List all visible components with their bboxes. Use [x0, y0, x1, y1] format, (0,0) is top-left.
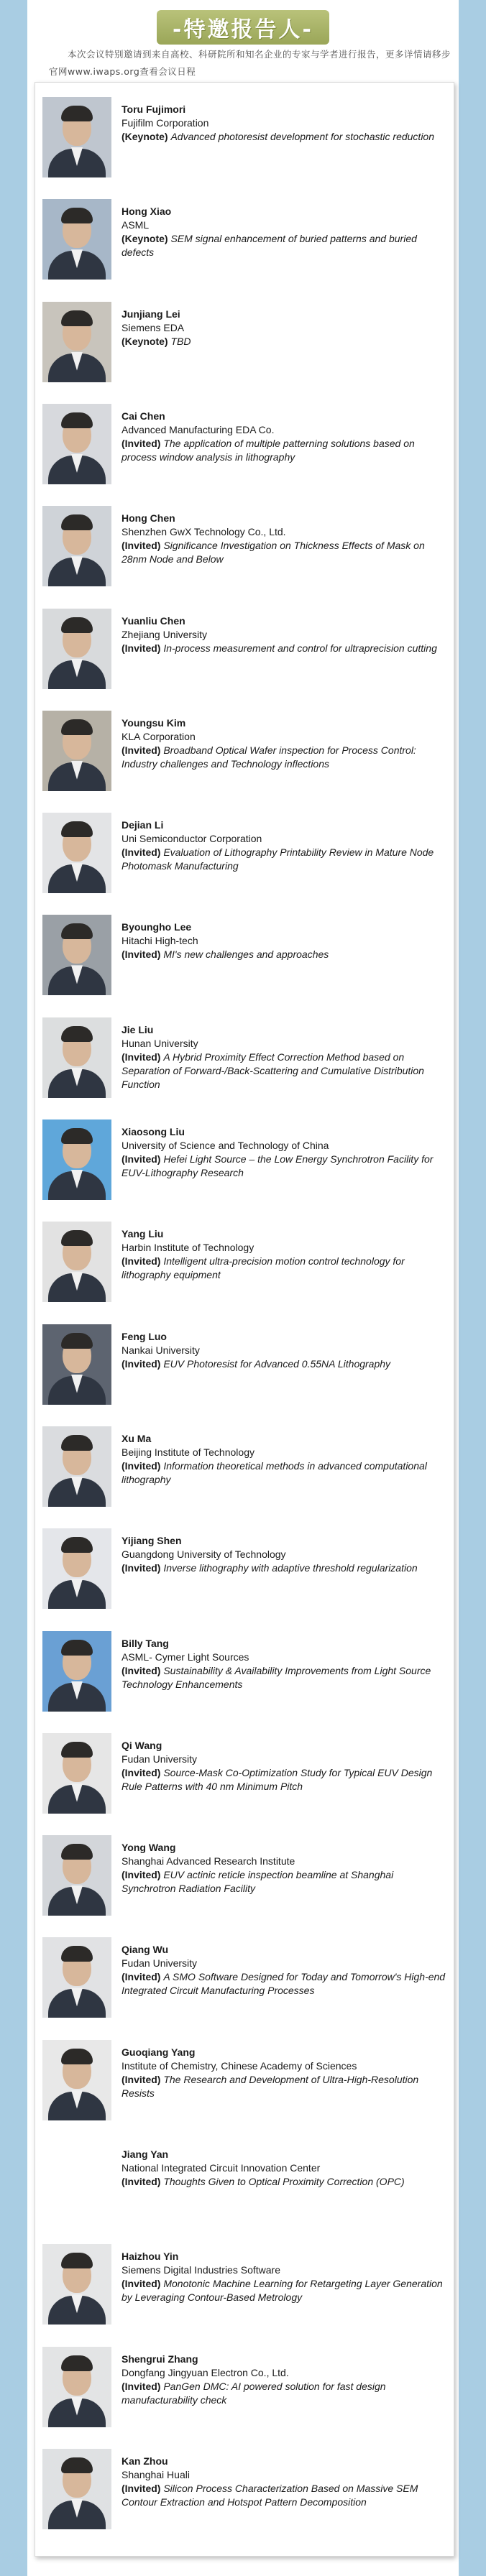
speaker-entry: [35, 2443, 454, 2529]
talk-type: (Invited): [122, 1971, 161, 1983]
talk-type: (Invited): [122, 2380, 161, 2392]
talk-title: The Research and Development of Ultra-High-Resolution Resists: [122, 2073, 419, 2099]
photo-hair: [61, 1537, 93, 1553]
speaker-entry: [35, 1829, 454, 1916]
speaker-affiliation: Hitachi High-tech: [122, 935, 198, 947]
speaker-photo: [42, 1835, 111, 1916]
talk-title: Significance Investigation on Thickness Effects of Mask on 28nm Node and Below: [122, 540, 425, 565]
speaker-name: Qiang Wu: [122, 1944, 169, 1956]
speaker-entry: [35, 500, 454, 586]
photo-hair: [61, 617, 93, 633]
speaker-info: [122, 1227, 446, 1282]
speaker-info: [122, 1534, 446, 1575]
speaker-entry: [35, 1216, 454, 1302]
speaker-info: [122, 2250, 446, 2304]
speaker-photo: [42, 1426, 111, 1507]
talk-type: (Invited): [122, 540, 161, 552]
speaker-photo: [42, 2347, 111, 2427]
speaker-affiliation: Institute of Chemistry, Chinese Academy of Sciences: [122, 2059, 357, 2072]
speaker-name: Youngsu Kim: [122, 716, 186, 729]
speaker-affiliation: National Integrated Circuit Innovation Center: [122, 2162, 321, 2174]
speaker-info: [122, 920, 446, 961]
talk-line: [122, 948, 446, 961]
speaker-photo: [42, 97, 111, 177]
speaker-entry: [35, 705, 454, 791]
speaker-affiliation: Beijing Institute of Technology: [122, 1446, 255, 1458]
talk-title: The application of multiple patterning solutions based on process window analysis in lithography: [122, 437, 415, 463]
talk-line: [122, 539, 446, 566]
talk-line: [122, 2380, 446, 2407]
talk-title: SEM signal enhancement of buried patterns and buried defects: [122, 233, 417, 259]
talk-title: Broadband Optical Wafer inspection for Process Control: Industry challenges and Technology inflections: [122, 744, 416, 770]
speaker-info: [122, 818, 446, 873]
talk-title: Monotonic Machine Learning for Retargeting Layer Generation by Leveraging Contour-Based Metrology: [122, 2278, 443, 2304]
speaker-info: [122, 1023, 446, 1091]
speaker-entry: [35, 603, 454, 689]
speaker-name: Qi Wang: [122, 1739, 162, 1751]
speaker-info: [122, 2148, 446, 2189]
talk-type: (Invited): [122, 1153, 161, 1165]
talk-line: [122, 744, 446, 771]
speaker-photo: [42, 199, 111, 280]
speaker-affiliation: Hunan University: [122, 1037, 198, 1049]
talk-title: Sustainability & Availability Improvements from Light Source Technology Enhancements: [122, 1664, 431, 1690]
speaker-info: [122, 512, 446, 566]
speaker-entry: [35, 1727, 454, 1814]
talk-line: [122, 2482, 446, 2509]
photo-hair: [61, 514, 93, 530]
speaker-entry: [35, 909, 454, 995]
speaker-name: Byoungho Lee: [122, 921, 192, 933]
talk-type: (Invited): [122, 1459, 161, 1472]
speaker-entry: [35, 296, 454, 382]
speaker-photo: [42, 302, 111, 382]
talk-type: (Invited): [122, 1051, 161, 1063]
talk-type: (Invited): [122, 1664, 161, 1676]
speaker-photo: [42, 1733, 111, 1814]
speaker-name: Xu Ma: [122, 1432, 152, 1444]
talk-title: In-process measurement and control for ultraprecision cutting: [163, 642, 437, 654]
speaker-photo: [42, 2040, 111, 2120]
talk-title: TBD: [170, 335, 191, 347]
talk-type: (Invited): [122, 2482, 161, 2494]
speaker-entry: [35, 2238, 454, 2325]
photo-hair: [61, 1640, 93, 1656]
speaker-info: [122, 1330, 446, 1371]
photo-hair: [61, 1946, 93, 1962]
speaker-photo: [42, 609, 111, 689]
speaker-name: Yong Wang: [122, 1842, 176, 1854]
speaker-info: [122, 1739, 446, 1793]
talk-type: (Keynote): [122, 335, 168, 347]
photo-hair: [61, 2253, 93, 2268]
speaker-affiliation: Fudan University: [122, 1753, 198, 1765]
talk-line: [122, 1459, 446, 1487]
talk-line: [122, 1561, 446, 1575]
speaker-entry: [35, 2341, 454, 2427]
photo-hair: [61, 412, 93, 428]
intro-paragraph: 本次会议特别邀请到来自高校、科研院所和知名企业的专家与学者进行报告，更多详情请移步官网www.iwaps.org查看会议日程: [49, 49, 451, 77]
speaker-info: [122, 308, 446, 348]
photo-hair: [61, 208, 93, 223]
talk-title: Evaluation of Lithography Printability Review in Mature Node Photomask Manufacturing: [122, 846, 434, 872]
speaker-name: Jiang Yan: [122, 2148, 169, 2160]
talk-line: [122, 2277, 446, 2304]
speaker-photo: [42, 2449, 111, 2529]
speaker-affiliation: Fujifilm Corporation: [122, 117, 209, 129]
speaker-info: [122, 2046, 446, 2100]
speaker-name: Dejian Li: [122, 819, 164, 831]
speaker-name: Feng Luo: [122, 1330, 167, 1342]
speaker-name: Hong Chen: [122, 512, 175, 525]
talk-type: (Invited): [122, 846, 161, 859]
speaker-photo: [42, 1120, 111, 1200]
speaker-affiliation: Guangdong University of Technology: [122, 1548, 286, 1561]
photo-hair: [61, 1128, 93, 1144]
speaker-affiliation: Nankai University: [122, 1344, 200, 1356]
photo-hair: [61, 923, 93, 939]
talk-type: (Keynote): [122, 131, 168, 142]
talk-type: (Invited): [122, 437, 161, 449]
talk-title: EUV Photoresist for Advanced 0.55NA Lithography: [163, 1357, 391, 1370]
talk-type: (Invited): [122, 948, 161, 961]
talk-type: (Invited): [122, 1562, 161, 1574]
photo-hair: [61, 1230, 93, 1246]
talk-line: [122, 1255, 446, 1282]
photo-hair: [61, 719, 93, 735]
talk-title: Hefei Light Source – the Low Energy Synchrotron Facility for EUV-Lithography Research: [122, 1153, 434, 1178]
speaker-name: Junjiang Lei: [122, 308, 180, 320]
speaker-entry: [35, 1012, 454, 1098]
speaker-photo: [42, 506, 111, 586]
speaker-entry: [35, 398, 454, 484]
photo-hair: [61, 1026, 93, 1042]
talk-type: (Invited): [122, 2176, 161, 2187]
talk-line: [122, 1868, 446, 1896]
talk-line: [122, 2073, 446, 2100]
talk-line: [122, 1051, 446, 1091]
talk-type: (Invited): [122, 1357, 161, 1370]
speaker-name: Kan Zhou: [122, 2455, 168, 2467]
speaker-name: Guoqiang Yang: [122, 2046, 196, 2058]
speaker-affiliation: Siemens EDA: [122, 321, 185, 333]
speaker-photo: [42, 1528, 111, 1609]
speaker-affiliation: University of Science and Technology of China: [122, 1140, 329, 1151]
talk-title: A SMO Software Designed for Today and Tomorrow's High-end Integrated Circuit Manufacturing Processes: [122, 1971, 446, 1997]
speaker-name: Cai Chen: [122, 410, 165, 422]
talk-line: [122, 1664, 446, 1691]
speaker-name: Yang Liu: [122, 1228, 164, 1240]
talk-title: MI's new challenges and approaches: [163, 948, 329, 961]
photo-hair: [61, 1742, 93, 1758]
speaker-affiliation: ASML: [122, 219, 150, 231]
talk-line: [122, 130, 446, 144]
talk-line: [122, 642, 446, 655]
speaker-info: [122, 1637, 446, 1691]
speaker-affiliation: Shenzhen GwX Technology Co., Ltd.: [122, 526, 286, 538]
talk-title: Inverse lithography with adaptive threshold regularization: [163, 1562, 418, 1574]
speaker-photo: [42, 1631, 111, 1712]
talk-title: Source-Mask Co-Optimization Study for Typical EUV Design Rule Patterns with 40 nm Minimum Pitch: [122, 1766, 433, 1792]
speaker-name: Haizhou Yin: [122, 2250, 179, 2263]
speaker-name: Billy Tang: [122, 1637, 169, 1649]
speaker-affiliation: Shanghai Advanced Research Institute: [122, 1855, 295, 1868]
photo-hair: [61, 2355, 93, 2371]
speaker-affiliation: Uni Semiconductor Corporation: [122, 833, 262, 845]
speaker-entry: [35, 1931, 454, 2018]
speaker-name: Toru Fujimori: [122, 103, 186, 115]
talk-title: Silicon Process Characterization Based on Massive SEM Contour Extraction and Hotspot Pattern Decomposition: [122, 2482, 418, 2508]
talk-line: [122, 1357, 446, 1371]
talk-title: PanGen DMC: AI powered solution for fast design manufacturability check: [122, 2380, 386, 2406]
photo-hair: [61, 2457, 93, 2473]
speaker-entry: [35, 1523, 454, 1609]
talk-line: [122, 437, 446, 464]
talk-title: Information theoretical methods in advanced computational lithography: [122, 1459, 427, 1485]
speaker-entry: [35, 2034, 454, 2120]
speaker-affiliation: Harbin Institute of Technology: [122, 1242, 255, 1254]
speaker-affiliation: Siemens Digital Industries Software: [122, 2264, 280, 2276]
speaker-photo: [42, 1324, 111, 1405]
speaker-name: Shengrui Zhang: [122, 2353, 198, 2365]
speaker-name: Jie Liu: [122, 1023, 154, 1035]
speaker-affiliation: Fudan University: [122, 1957, 198, 1970]
speaker-photo: [42, 1017, 111, 1098]
speaker-affiliation: Zhejiang University: [122, 628, 208, 640]
talk-type: (Invited): [122, 2278, 161, 2290]
speaker-name: Xiaosong Liu: [122, 1126, 185, 1137]
speaker-info: [122, 1943, 446, 1998]
talk-title: A Hybrid Proximity Effect Correction Method based on Separation of Forward-/Back-Scattering and Cumulative Distribution Function: [122, 1051, 424, 1090]
talk-type: (Invited): [122, 2073, 161, 2085]
speaker-photo: [42, 1222, 111, 1302]
speaker-photo: [42, 2244, 111, 2325]
speaker-entry: [35, 193, 454, 280]
photo-hair: [61, 1844, 93, 1860]
speaker-info: [122, 2455, 446, 2509]
photo-hair: [61, 821, 93, 837]
speaker-entry: [35, 2136, 454, 2222]
talk-type: (Keynote): [122, 233, 168, 245]
talk-line: [122, 1970, 446, 1998]
speaker-entry: [35, 1114, 454, 1200]
talk-type: (Invited): [122, 642, 161, 654]
speaker-entry: [35, 91, 454, 177]
talk-type: (Invited): [122, 1869, 161, 1881]
speaker-photo: [42, 711, 111, 791]
speaker-name: Yuanliu Chen: [122, 614, 185, 627]
speaker-info: [122, 1432, 446, 1487]
talk-line: [122, 846, 446, 873]
speaker-entry: [35, 1625, 454, 1712]
speaker-info: [122, 410, 446, 464]
title-banner: [27, 6, 459, 42]
speaker-info: [122, 1841, 446, 1896]
speaker-photo: [42, 404, 111, 484]
talk-type: (Invited): [122, 744, 161, 756]
speaker-info: [122, 1125, 446, 1180]
talk-line: [122, 1153, 446, 1180]
speaker-affiliation: Dongfang Jingyuan Electron Co., Ltd.: [122, 2366, 289, 2378]
speaker-info: [122, 2353, 446, 2407]
talk-line: [122, 232, 446, 259]
speaker-affiliation: Shanghai Huali: [122, 2468, 190, 2480]
speaker-photo: [42, 813, 111, 893]
speaker-name: Yijiang Shen: [122, 1535, 182, 1547]
speaker-info: [122, 614, 446, 655]
speaker-affiliation: Advanced Manufacturing EDA Co.: [122, 423, 275, 435]
speaker-entry: [35, 1319, 454, 1405]
photo-hair: [61, 2049, 93, 2064]
speaker-affiliation: ASML- Cymer Light Sources: [122, 1651, 249, 1663]
talk-line: [122, 1766, 446, 1793]
talk-title: Intelligent ultra-precision motion control technology for lithography equipment: [122, 1255, 405, 1281]
photo-hair: [61, 1435, 93, 1451]
speaker-photo: [42, 1937, 111, 2018]
talk-line: [122, 2175, 446, 2189]
photo-hair: [61, 310, 93, 326]
talk-type: (Invited): [122, 1255, 161, 1268]
talk-type: (Invited): [122, 1766, 161, 1778]
talk-title: Thoughts Given to Optical Proximity Correction (OPC): [163, 2176, 405, 2187]
talk-line: [122, 335, 446, 348]
speaker-entry: [35, 807, 454, 893]
speaker-affiliation: KLA Corporation: [122, 730, 196, 742]
speaker-info: [122, 103, 446, 144]
speaker-entry: [35, 1421, 454, 1507]
photo-hair: [61, 1333, 93, 1349]
talk-title: Advanced photoresist development for stochastic reduction: [170, 131, 434, 142]
speaker-list: [35, 82, 454, 2557]
page-sheet: [27, 0, 459, 2576]
talk-title: EUV actinic reticle inspection beamline at Shanghai Synchrotron Radiation Facility: [122, 1869, 394, 1895]
photo-hair: [61, 106, 93, 121]
speaker-info: [122, 716, 446, 771]
speaker-info: [122, 205, 446, 259]
speaker-name: Hong Xiao: [122, 206, 172, 218]
page-title: -特邀报告人-: [157, 10, 329, 45]
speaker-photo: [42, 915, 111, 995]
